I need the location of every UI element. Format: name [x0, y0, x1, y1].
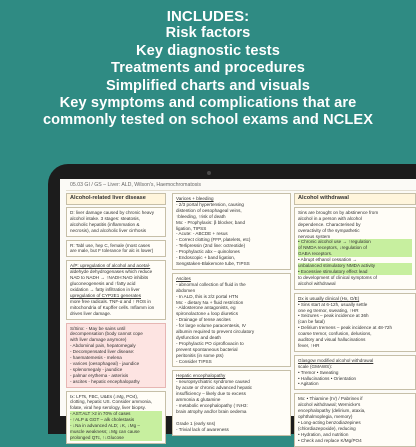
note-line: - Trivial lack of awareness [176, 426, 229, 432]
note-line: prevent spontaneous bacterial [176, 346, 238, 352]
note-line: • Excessive stimulatory effect lead [298, 269, 412, 275]
note-line: • Chronic alcohol use → ↑regulation [298, 239, 412, 245]
note-line: brain atrophy and/or brain oedema [176, 408, 247, 414]
note-line: gluconeogenesis and ↑fatty acid [70, 281, 136, 287]
document-header: 05.03 GI / GS – Liver: ALD, Wilson's, Haemochromatosis [70, 182, 202, 188]
note-line: - In ALD, this is 2/2 portal HTN [176, 293, 239, 299]
note-line: NAD to NADH → ↑NADH:NAD inhibits [70, 275, 149, 281]
note-line: - ascites - hepatic encephalopathy [70, 378, 140, 384]
note-line: • Check and replace K/Mg/PO4 [298, 437, 362, 443]
note-line: - 2/3 portal hypertension, causing [176, 201, 244, 207]
note-line: - Decompensated liver disease: [70, 349, 135, 355]
note-line: alcohol withdrawal; Wernicke's [298, 402, 361, 408]
note-box [294, 293, 416, 352]
note-box [172, 193, 291, 270]
note-line: distention of oesophageal veins, [176, 207, 242, 213]
note-line: - Correct clotting (FFP, platelets, etc) [176, 237, 251, 243]
banner-line: commonly tested on school exams and NCLEX [42, 112, 374, 129]
note-line: S/Sinx: - May be sains until [70, 325, 126, 331]
note-line: Sins are brought on by abstinence from [298, 209, 379, 215]
header-rule [66, 190, 416, 191]
note-box [172, 370, 291, 435]
note-line: upregulation of CYP2E1 generates [70, 292, 141, 298]
note-line: • Long-acting benzodiazepines [298, 420, 361, 425]
note-line: - ↑ALP & GGT – alk cholestasis [70, 417, 162, 423]
note-line: albumin required to prevent circulatory [176, 329, 255, 335]
note-line: clotting, hepatic US. Consider ammonia, [70, 399, 152, 405]
note-line: - Prophylactic PO ciprofloxacin to [176, 340, 244, 346]
note-line: nervous system [298, 233, 331, 239]
note-line: - abnormal collection of fluid in the [176, 281, 246, 287]
note-line: ligation, TIPSS [176, 225, 207, 231]
note-line: Dx is usually clinical (Hx, O/E) [298, 295, 360, 301]
note-line: - neuropsychiatric syndrome caused [176, 379, 250, 385]
note-line: muscle weakness; ↓Mg can cause [70, 429, 162, 435]
note-line: by acute or chronic advanced hepatic [176, 385, 253, 391]
note-line: D: liver damage caused by chronic heavy [70, 209, 155, 215]
tablet-screen [60, 179, 416, 443]
note-line: abdomen [176, 287, 196, 293]
note-line: more free radicals. TNF-α and ↑ ROS in [70, 298, 151, 304]
note-line: - ↓Na in advanced ALD; ↓K, ↓Mg – [70, 423, 162, 429]
banner-line: Simplified charts and visuals [105, 77, 311, 94]
note-line: of NMDA receptors, ↓regulation of [298, 245, 412, 251]
banner-line: Key diagnostic tests [136, 42, 280, 59]
note-line: - for large volume paracentesis, IV [176, 323, 246, 329]
note-line: - haematemesis - melena [70, 355, 122, 361]
notes-column-1 [66, 193, 166, 440]
note-line: - Consider TIPSS [176, 358, 212, 364]
note-line: • Delirium tremens – peak incidence at 48-72h [298, 325, 393, 331]
note-line: A/P: upregulation of alcohol and acetal- [70, 263, 151, 269]
note-line: mitochondria of Kupffer cells. Inflamm ion [70, 304, 155, 310]
note-line: R: Tabl use, hep C, female (most cases [70, 242, 151, 248]
note-line: alcohol intake. 3 stages: steatosis, [70, 215, 140, 221]
note-line: - Acute: - ABCDE + resus [176, 231, 228, 237]
note-line: with liver damage anymore) [70, 337, 127, 343]
note-line: are male, but F tolerance for alc is lower) [70, 248, 154, 254]
note-box [294, 207, 416, 290]
note-box [294, 393, 416, 446]
note-line: fever, ↑HR [298, 342, 320, 348]
note-line: • Hydration, and nutrition [298, 431, 349, 437]
note-box [66, 391, 166, 444]
note-line: Varices + bleeding [176, 196, 214, 201]
note-line: alcohol in a person with alcohol [298, 215, 362, 221]
note-line: folate, viral hep serology, liver biopsy. [70, 405, 146, 411]
note-box [66, 323, 166, 388]
tablet-camera [207, 171, 211, 175]
note-line: Glasgow modified alcohol withdrawal [298, 357, 374, 363]
note-line: - splenomegaly - jaundice [70, 366, 123, 372]
note-line: coarse tremor, confusion, delusions, [298, 331, 372, 337]
note-line: - metabolic encephalopathy (↑NH3: [176, 403, 248, 408]
note-line: - palmar erythema - asterixis [70, 372, 129, 378]
notes-column-3 [294, 193, 416, 443]
note-box [66, 260, 166, 319]
column-title: Alcohol withdrawal [294, 193, 416, 205]
note-box [66, 207, 166, 237]
note-line: Mx: - Prophylaxis: β blocker, band [176, 219, 246, 225]
promo-banner [0, 8, 416, 130]
note-line: - Endoscopic + band ligation, [176, 255, 236, 261]
note-line: insufficiency – likely due to excess [176, 391, 246, 397]
note-line: drives liver damage. [70, 310, 112, 316]
banner-line: Risk factors [165, 25, 251, 42]
note-line: - Aldosterone antagonists, eg [176, 305, 236, 311]
note-box [172, 273, 291, 368]
note-line: - Prophylactic abx – quinolones [176, 249, 240, 255]
note-line: • Abrupt ethanol cessation → [298, 257, 358, 263]
note-box [294, 355, 416, 391]
note-line: decompensation (body cannot cope [70, 331, 143, 337]
note-line: Mx: • Thiamine (IV) / Pabrinex if [298, 396, 363, 402]
note-line: Ascites [176, 275, 191, 281]
note-line: peritonitis (in some pts) [176, 352, 224, 358]
note-line: - Terlipressin (2nd line: octreotide) [176, 243, 246, 249]
note-line: GABA receptors. [298, 251, 412, 257]
note-line: • Tremor • Sweating [298, 369, 339, 375]
note-line: • Agitation [298, 381, 319, 387]
note-line: necrosis), and alcoholic liver cirrhosis [70, 227, 147, 233]
note-line: ↑bleeding, ↑risk of death [176, 213, 226, 219]
note-line: overactivity of the sympathetic [298, 227, 360, 233]
note-line: - AST:ALT >2 in 70% of cases [70, 411, 162, 417]
note-line: prolonged QTc, ↑↓Glucose [70, 435, 162, 441]
note-line: • Sins start at 6-12h, usually settle [298, 301, 368, 307]
banner-line: Key symptoms and complications that are [59, 95, 357, 112]
note-line: alcoholic hepatitis (inflammation & [70, 221, 140, 227]
note-line: • Seizures – peak incidence at 36h [298, 313, 369, 319]
notes-column-2 [172, 193, 291, 432]
note-line: auditory and visual hallucinations [298, 337, 366, 343]
note-line: - Drainage of tense ascites [176, 317, 231, 323]
note-box [66, 240, 166, 258]
note-line: Hepatic encephalopathy [176, 373, 226, 379]
note-line: dysfunction and death [176, 334, 221, 340]
note-line: Sengstaken-Blakemore tube, TIPSS [176, 260, 250, 266]
banner-line: Treatments and procedures [111, 60, 305, 77]
note-line: scale (GMAWS): [298, 363, 333, 369]
note-line: (chlordiazepoxide), reducing [298, 425, 356, 431]
note-line: Grade 1 (early sns) [176, 420, 216, 426]
note-line: aldehyde dehydrogenases which reduce [70, 269, 153, 275]
note-line: Mx: - dietary Na + fluid restriction [176, 299, 244, 305]
note-line: to development of clinical symptoms of [298, 274, 377, 280]
note-line: dependence. Characterised by [298, 221, 361, 227]
note-line: • Hallucinations • Orientation [298, 375, 357, 381]
note-line: ophthalmoplegia, memory) [298, 414, 353, 420]
note-line: - varices (oesophageal) - jaundice [70, 360, 140, 366]
note-line: Ix: LFTs, FBC, U&Es (↓Mg, PO4), [70, 393, 139, 399]
note-line: ammonia & glutamine [176, 397, 221, 403]
note-line: (can be fatal) [298, 319, 325, 325]
note-line: oxidation → fatty infiltration in liver [70, 286, 140, 292]
note-line: - Abdominal pain, hepatomegaly [70, 343, 136, 349]
column-title: Alcohol-related liver disease [66, 193, 166, 205]
note-line: unbalanced stimulatory NMDA activity [298, 263, 412, 269]
note-line: alcohol withdrawal [298, 280, 336, 286]
note-line: encephalopathy (delirium, ataxia, [298, 408, 366, 414]
note-line: spironolactone ± loop diuretics [176, 311, 239, 317]
banner-heading: INCLUDES: [166, 8, 250, 25]
note-line: one eg tremor, sweating, ↑HR [298, 307, 359, 313]
